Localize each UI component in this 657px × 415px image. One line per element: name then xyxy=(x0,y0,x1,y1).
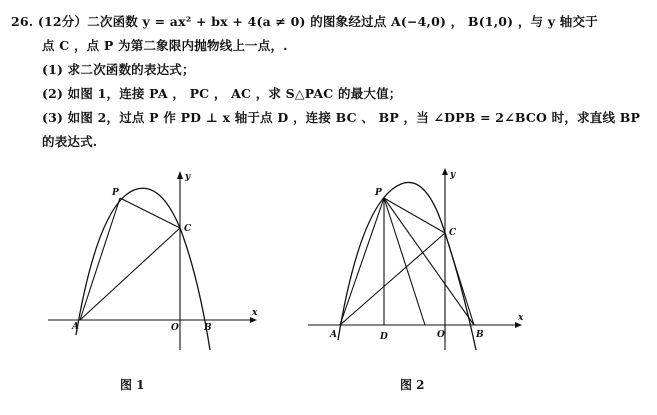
fig1-label-b: B xyxy=(204,323,212,333)
figure-2-caption: 图 2 xyxy=(400,378,425,392)
fig2-segment-bc xyxy=(445,233,474,325)
fig2-segment-p-line xyxy=(384,198,425,325)
fig2-label-x: x xyxy=(518,313,524,323)
fig1-label-c: C xyxy=(184,224,192,234)
fig1-label-y: y xyxy=(185,172,191,182)
fig2-label-o: O xyxy=(437,330,445,340)
figure-1-diagram xyxy=(38,165,273,355)
fig2-label-c: C xyxy=(449,228,457,238)
problem-part-3-cont: 的表达式. xyxy=(42,134,98,149)
problem-part-3: (3) 如图 2，过点 P 作 PD ⊥ x 轴于点 D ，连接 BC 、 BP ，当 ∠DPB = 2∠BCO 时，求直线 BP xyxy=(42,110,641,125)
figure-2-diagram xyxy=(300,165,535,355)
fig2-label-d: D xyxy=(380,332,388,342)
fig1-label-a: A xyxy=(72,322,79,332)
problem-line-2: 点 C ，点 P 为第二象限内抛物线上一点，. xyxy=(42,38,288,53)
problem-line-1: 26. (12分）二次函数 y = ax² + bx + 4(a ≠ 0) 的图象经过点 A(−4,0) ， B(1,0) ，与 y 轴交于 xyxy=(11,14,598,29)
fig2-segment-pb xyxy=(384,198,474,325)
fig1-label-x: x xyxy=(252,308,258,318)
problem-part-1: (1) 求二次函数的表达式； xyxy=(42,62,195,77)
fig1-segment-pc xyxy=(120,198,180,228)
fig2-label-a: A xyxy=(330,330,337,340)
fig2-y-arrow xyxy=(442,168,448,175)
fig2-label-p: P xyxy=(375,188,382,198)
fig1-y-arrow xyxy=(177,171,183,179)
fig1-label-o: O xyxy=(171,323,179,333)
fig2-label-y: y xyxy=(450,170,456,180)
problem-part-2: (2) 如图 1，连接 PA ， PC ， AC ，求 S△PAC 的最大值； xyxy=(42,86,402,101)
fig1-label-p: P xyxy=(112,188,119,198)
fig2-label-b: B xyxy=(476,330,484,340)
figure-1-caption: 图 1 xyxy=(120,378,145,392)
